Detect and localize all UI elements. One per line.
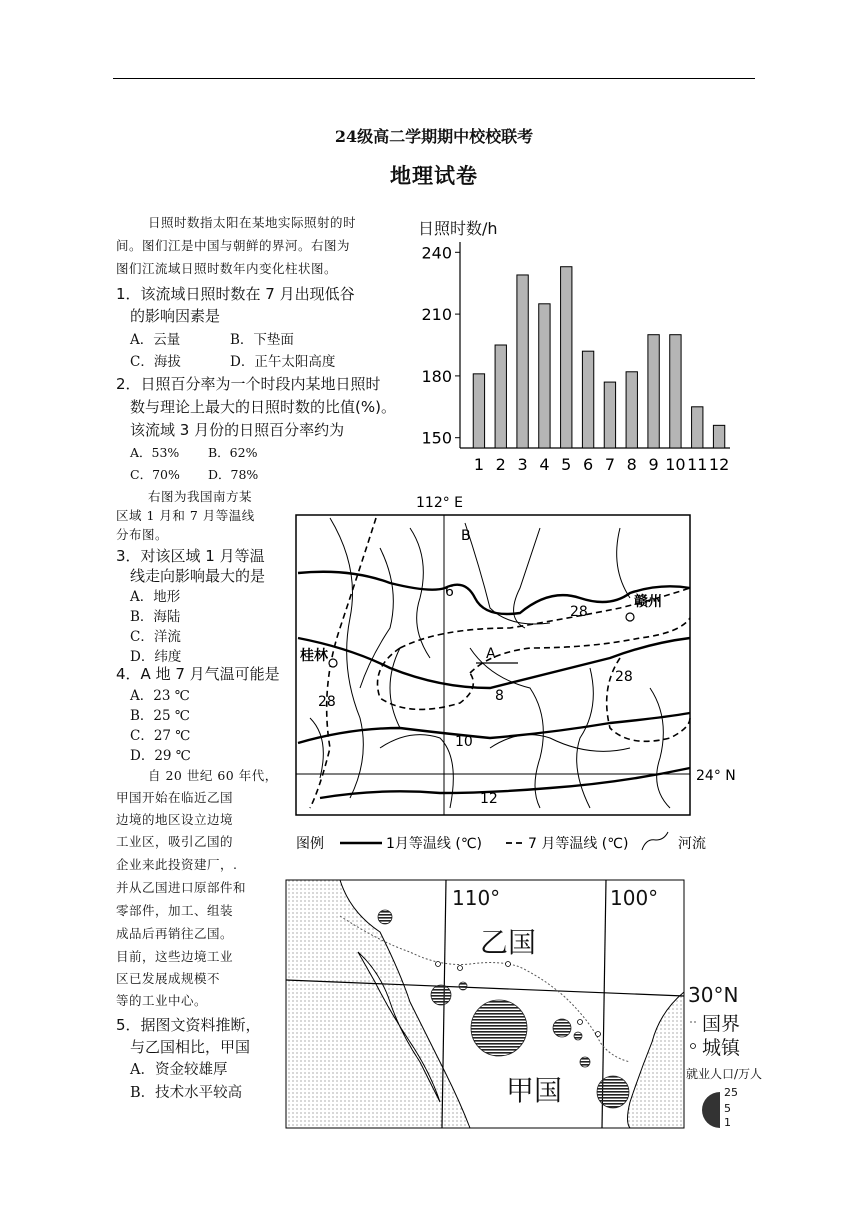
q4-stem: 4．A 地 7 月气温可能是	[116, 665, 280, 683]
q2-option-c: C．70%	[130, 467, 180, 482]
isotherm-label-10: 10	[455, 734, 473, 750]
q1-stem: 的影响因素是	[130, 307, 221, 325]
bar	[517, 275, 528, 448]
sunshine-bar-chart	[400, 238, 750, 483]
x-tick-label: 1	[473, 455, 485, 474]
intro3-line: 边境的地区设立边境	[116, 812, 234, 827]
y-tick-label: 180	[421, 366, 452, 386]
q2-stem: 2．日照百分率为一个时段内某地日照时	[116, 375, 381, 393]
bar	[670, 335, 681, 448]
bar	[626, 372, 637, 448]
employment-circle	[471, 1000, 527, 1056]
x-tick-label: 12	[708, 455, 730, 474]
x-tick-label: 4	[539, 455, 550, 474]
x-tick-label: 8	[626, 455, 637, 474]
bar	[713, 425, 724, 448]
label-b: B	[461, 528, 471, 544]
legend-size-label: 1	[724, 1116, 731, 1129]
q4-option-c: C．27 ℃	[130, 728, 191, 744]
exam-title: 24级高二学期期中校校联考	[334, 127, 534, 146]
label-guilin: 桂林	[300, 648, 328, 664]
intro1-line: 日照时数指太阳在某地实际照射的时	[148, 215, 357, 230]
q2-option-a: A．53%	[130, 445, 180, 460]
x-tick-label: 10	[665, 455, 686, 474]
x-tick-label: 2	[495, 455, 506, 474]
q1-stem: 1．该流域日照时数在 7 月出现低谷	[116, 285, 355, 303]
q3-stem: 3．对该区域 1 月等温	[116, 547, 265, 565]
intro1-line: 间。图们江是中国与朝鲜的界河。右图为	[116, 238, 351, 253]
header-rule	[113, 78, 755, 79]
legend-town-label: 城镇	[702, 1037, 741, 1059]
isotherm-label-28: 28	[570, 604, 588, 620]
employment-circle	[553, 1019, 571, 1037]
q2-option-d: D．78%	[208, 467, 259, 482]
label-ganzhou: 赣州	[634, 594, 662, 610]
legend-jul-label: 7 月等温线 (℃)	[528, 836, 629, 852]
q5-option-a: A．资金较雄厚	[130, 1062, 228, 1078]
x-tick-label: 7	[604, 455, 616, 474]
legend-size-25	[702, 1092, 720, 1128]
intro2-line: 右图为我国南方某	[148, 489, 253, 504]
q4-option-a: A．23 ℃	[130, 688, 190, 704]
intro3-line: 甲国开始在临近乙国	[116, 790, 234, 805]
legend-river-label: 河流	[678, 836, 706, 852]
legend-title: 图例	[296, 836, 324, 852]
legend-size-label: 25	[724, 1086, 738, 1099]
map1-legend	[296, 832, 706, 852]
q4-option-b: B．25 ℃	[130, 708, 190, 724]
x-tick-label: 11	[687, 455, 708, 474]
paper-title: 地理试卷	[390, 163, 478, 188]
x-tick-label: 3	[517, 455, 528, 474]
chart-ylabel: 日照时数/h	[418, 219, 498, 238]
isotherm-map	[290, 488, 760, 868]
town-marker	[506, 962, 511, 967]
bar	[582, 351, 593, 448]
employment-circle	[597, 1076, 629, 1108]
intro3-line: 零部件，加工、组装	[116, 903, 234, 918]
q2-option-b: B．62%	[208, 445, 258, 460]
lon-110-label: 110°	[452, 886, 501, 910]
intro3-line: 目前，这些边境工业	[116, 949, 234, 964]
map1-frame	[296, 515, 690, 815]
intro3-line: 成品后再销往乙国。	[116, 926, 234, 941]
town-marker	[436, 962, 441, 967]
lat-label: 24° N	[696, 768, 736, 784]
q5-stem: 与乙国相比，甲国	[130, 1038, 251, 1056]
country-b-label: 乙国	[480, 926, 537, 959]
legend-size-label: 5	[724, 1102, 731, 1115]
bar	[604, 382, 615, 448]
town-marker	[578, 1020, 583, 1025]
town-marker	[458, 966, 463, 971]
town-marker	[596, 1032, 601, 1037]
q1-option-a: A．云量	[130, 332, 181, 348]
q3-option-c: C．洋流	[130, 629, 181, 645]
q3-option-a: A．地形	[130, 589, 181, 605]
legend-town-symbol	[691, 1044, 696, 1049]
border-industry-map	[280, 872, 780, 1134]
gulf	[628, 992, 685, 1128]
legend-river-symbol	[642, 832, 668, 850]
lat-30n-label: 30°N	[688, 983, 739, 1007]
intro2-line: 分布图。	[116, 527, 169, 542]
q5-option-b: B．技术水平较高	[130, 1085, 243, 1101]
isotherm-label-28: 28	[318, 694, 336, 710]
intro2-line: 区域 1 月和 7 月等温线	[116, 508, 255, 523]
x-tick-label: 5	[561, 455, 572, 474]
x-tick-label: 9	[648, 455, 659, 474]
intro3-line: 工业区，吸引乙国的	[116, 834, 234, 849]
y-tick-label: 150	[421, 428, 452, 448]
q3-stem: 线走向影响最大的是	[130, 567, 266, 585]
intro1-line: 图们江流域日照时数年内变化柱状图。	[116, 261, 338, 276]
country-a-label: 甲国	[506, 1074, 563, 1107]
legend-pop-title: 就业人口/万人	[686, 1067, 763, 1081]
isotherm-label-12: 12	[480, 791, 498, 807]
bar	[648, 335, 659, 448]
y-tick-label: 240	[421, 243, 452, 263]
ganzhou-city-marker	[626, 613, 634, 621]
intro3-line: 企业来此投资建厂，.	[116, 857, 238, 872]
bar	[473, 374, 484, 448]
isotherm-label-6: 6	[445, 584, 454, 600]
q3-option-b: B．海陆	[130, 609, 181, 625]
employment-circle	[580, 1057, 590, 1067]
q1-option-b: B．下垫面	[230, 332, 294, 348]
q1-option-d: D．正午太阳高度	[230, 354, 336, 370]
guilin-city-marker	[329, 659, 337, 667]
q5-stem: 5．据图文资料推断，	[116, 1016, 261, 1034]
intro3-line: 并从乙国进口原部件和	[116, 880, 247, 895]
intro3-line: 等的工业中心。	[116, 993, 208, 1008]
bar	[539, 304, 550, 448]
legend-border-label: 国界	[702, 1013, 741, 1035]
lon-100-label: 100°	[610, 886, 659, 910]
isotherm-label-28: 28	[615, 669, 633, 685]
employment-circle	[378, 910, 392, 924]
bar	[561, 267, 572, 448]
employment-circle	[459, 982, 467, 990]
lon-label: 112° E	[416, 495, 464, 511]
intro3-line: 自 20 世纪 60 年代，	[148, 768, 278, 783]
isotherm-label-8: 8	[495, 688, 504, 704]
q2-stem: 该流域 3 月份的日照百分率约为	[130, 421, 345, 439]
x-tick-label: 6	[582, 455, 594, 474]
employment-circle	[431, 985, 451, 1005]
label-a: A	[486, 646, 496, 662]
intro3-line: 区已发展成规模不	[116, 971, 221, 986]
y-tick-label: 210	[421, 305, 452, 325]
q2-stem: 数与理论上最大的日照时数的比值(%)。	[130, 398, 396, 416]
q4-option-d: D．29 ℃	[130, 748, 191, 764]
bar	[692, 407, 703, 448]
legend-jan-label: 1月等温线 (℃)	[386, 836, 483, 852]
map2-legend	[686, 1013, 762, 1129]
bar	[495, 345, 506, 448]
q3-option-d: D．纬度	[130, 649, 182, 665]
employment-circle	[574, 1032, 582, 1040]
q1-option-c: C．海拔	[130, 354, 181, 370]
